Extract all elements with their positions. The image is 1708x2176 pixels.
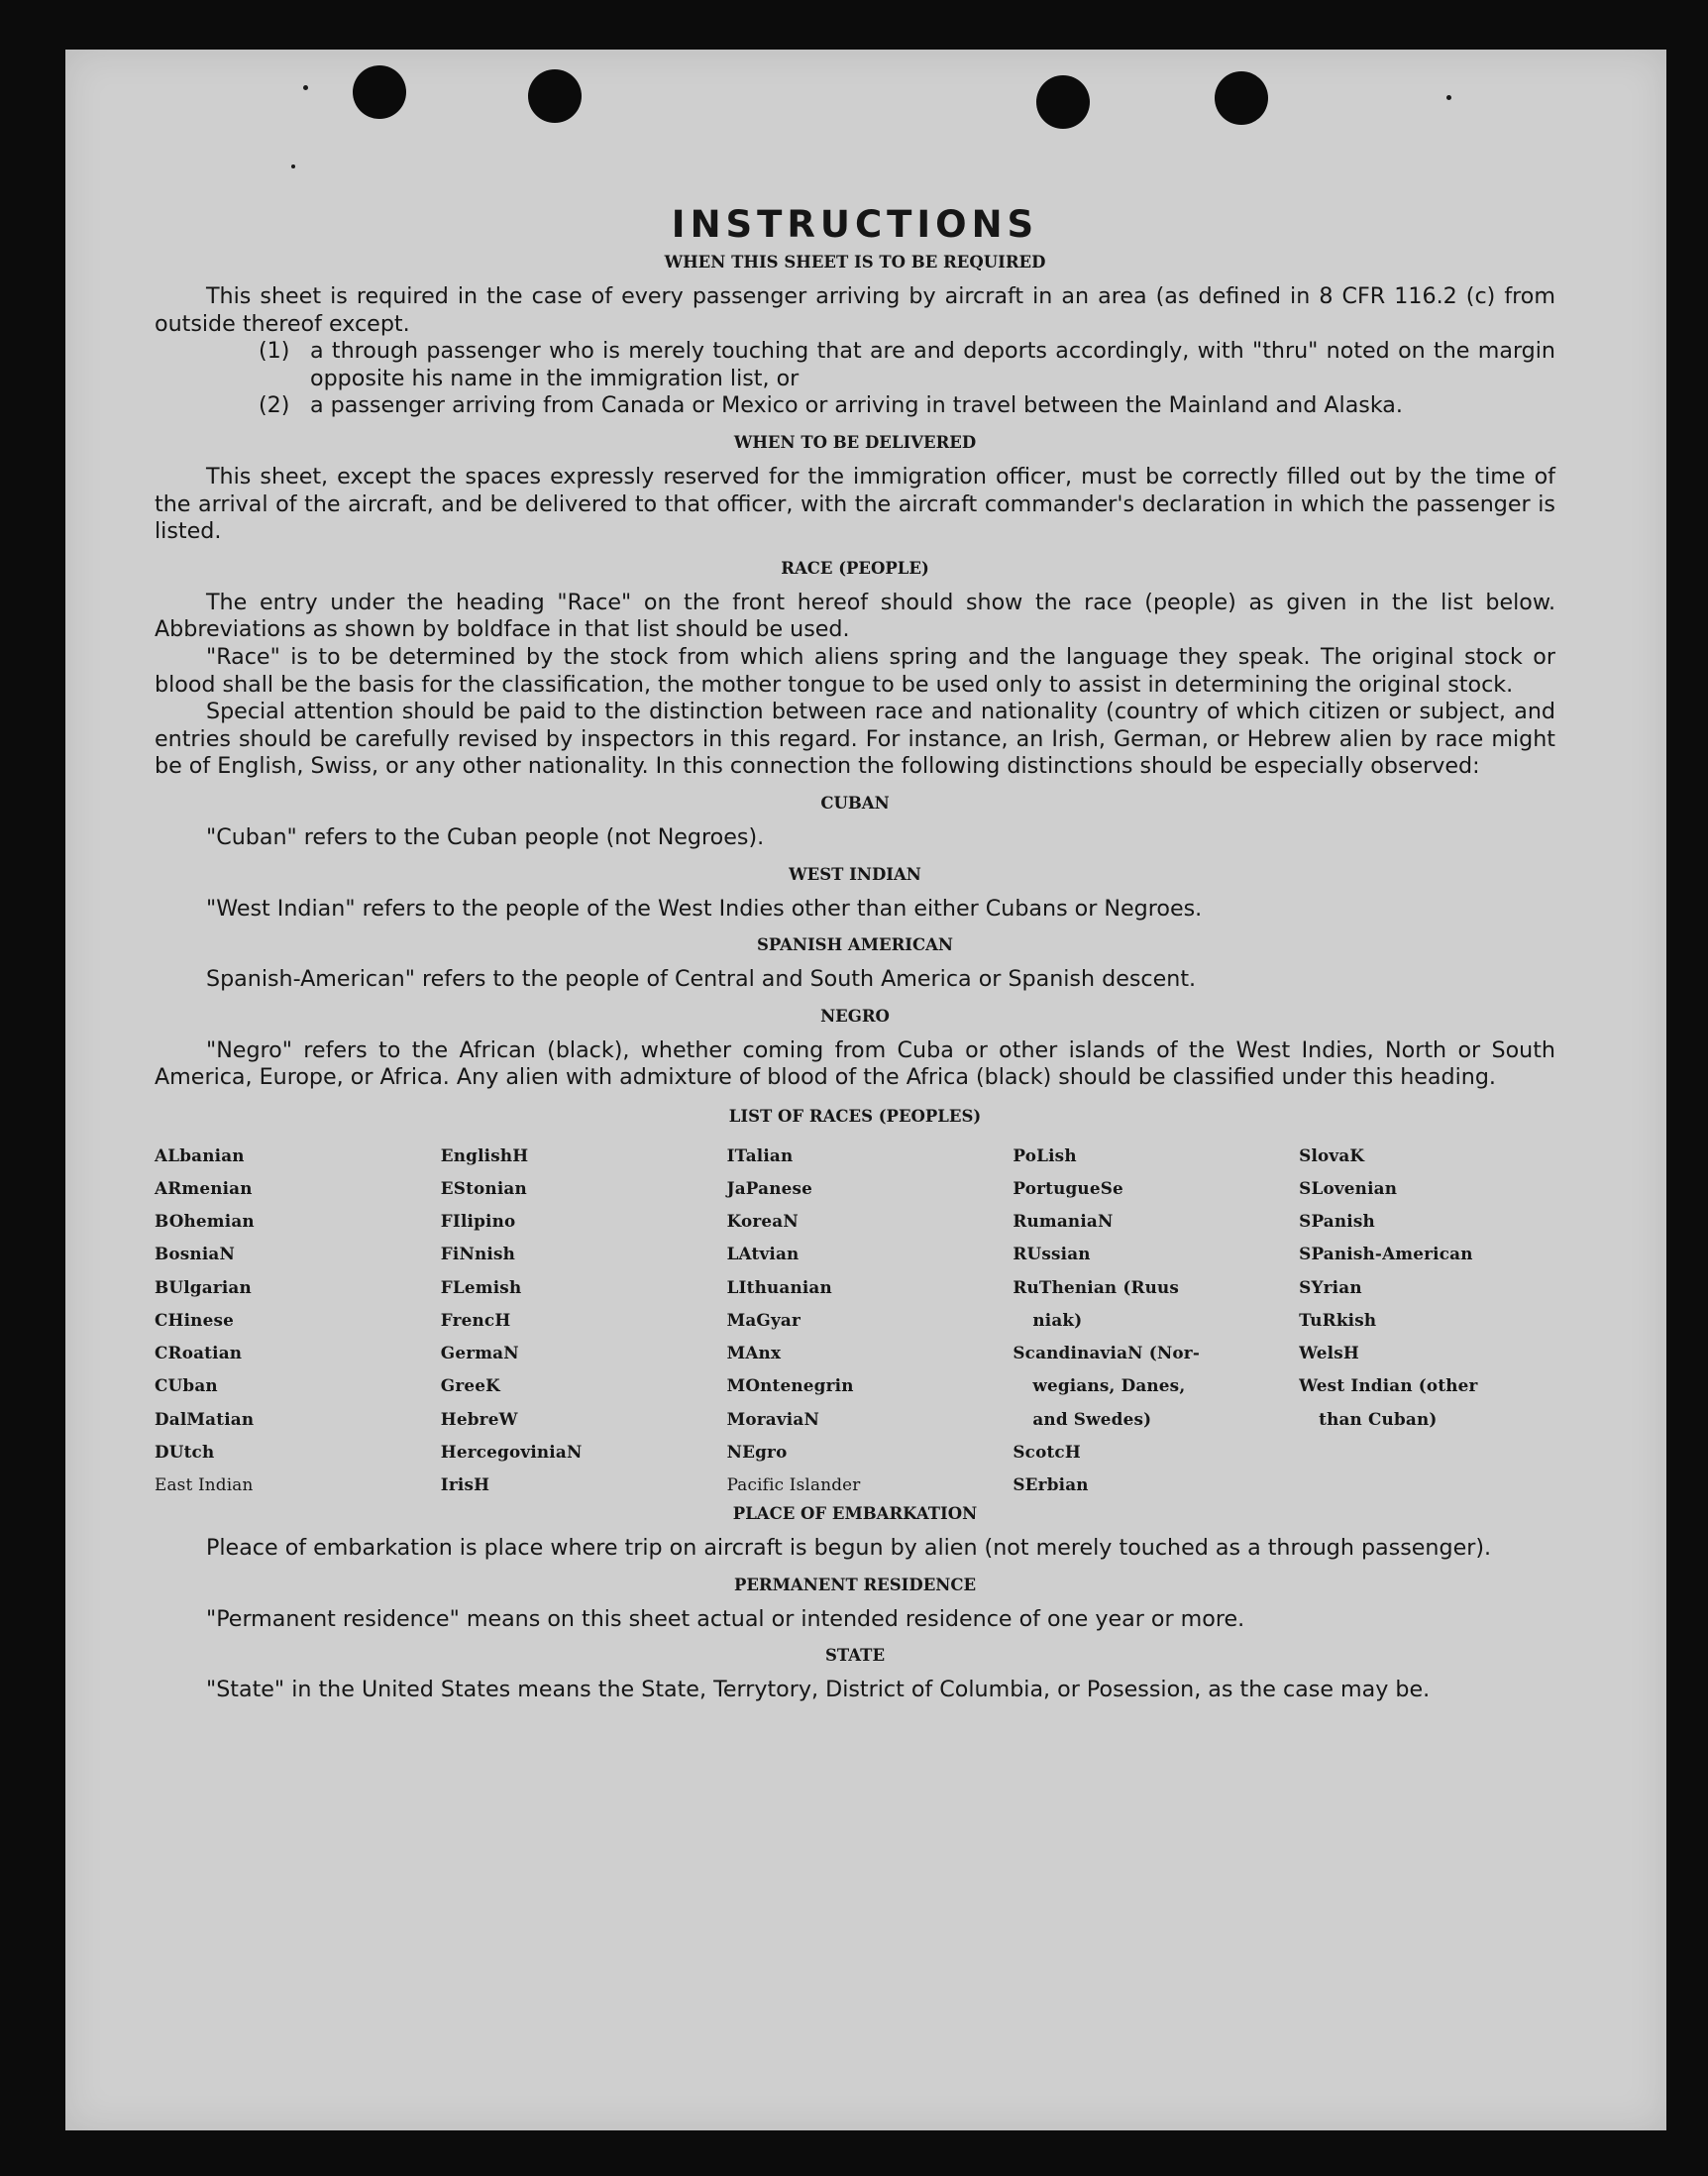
race-item: MaGyar	[726, 1309, 801, 1330]
race-item: BosniaN	[155, 1244, 236, 1264]
delivered-text: This sheet, except the spaces expressly reserved for the immigration officer, must be correctly filled out by the time of the arrival of the aircraft, and be delivered to that officer, with the aircraft commander's declaration in which the passenger is listed.	[155, 463, 1555, 545]
race-item: Pacific Islander	[726, 1473, 861, 1494]
west-indian-text: "West Indian" refers to the people of the West Indies other than either Cubans or Negroes.	[206, 895, 1203, 922]
heading-state: STATE	[824, 1646, 886, 1666]
race-item: LAtvian	[726, 1244, 800, 1264]
punch-hole	[528, 69, 582, 123]
race-item: niak)	[1032, 1309, 1083, 1330]
races-column-2	[441, 1140, 727, 1501]
race-paragraph-3: Special attention should be paid to the distinction between race and nationality (country of which citizen or subject, and entries should be carefully revised by inspectors in this regard. For instance, an Irish, German, or Hebrew alien by race might be of English, Swiss, or any other nationality. In this connection the following distinctions should be especially observed:	[155, 699, 1555, 780]
race-item: ITalian	[726, 1144, 794, 1165]
punch-hole	[1036, 75, 1090, 129]
page-title: INSTRUCTIONS	[671, 203, 1039, 246]
cuban-text: "Cuban" refers to the Cuban people (not Negroes).	[206, 823, 765, 850]
race-paragraph-2: "Race" is to be determined by the stock from which aliens spring and the language they speak. The original stock or blood shall be the basis for the classification, the mother tongue to be used only to assist in determining the original stock.	[155, 643, 1555, 698]
race-item: PortugueSe	[1013, 1178, 1123, 1199]
race-item: MoraviaN	[726, 1408, 819, 1429]
clause-text: a passenger arriving from Canada or Mexico or arriving in travel between the Mainland and Alaska.	[310, 392, 1403, 419]
race-item: EStonian	[440, 1178, 527, 1199]
race-item: KoreaN	[726, 1211, 799, 1232]
race-item: HebreW	[440, 1408, 518, 1429]
race-item: LIthuanian	[726, 1276, 832, 1297]
race-item: CRoatian	[155, 1343, 243, 1363]
races-list	[155, 1140, 1555, 1501]
race-item: WelsH	[1299, 1343, 1359, 1363]
race-item: HercegoviniaN	[440, 1441, 583, 1462]
heading-cuban: CUBAN	[820, 793, 890, 813]
race-item: ScandinaviaN (Nor-	[1013, 1343, 1200, 1363]
race-item: BUlgarian	[155, 1276, 252, 1297]
race-item: DUtch	[155, 1441, 215, 1462]
race-item: and Swedes)	[1032, 1408, 1152, 1429]
dust-speck	[303, 85, 308, 90]
race-paragraph-1: The entry under the heading "Race" on the front hereof should show the race (people) as given in the list below. Abbreviations as shown by boldface in that list should be used.	[155, 589, 1555, 643]
races-column-1	[155, 1140, 441, 1501]
race-item: IrisH	[440, 1473, 490, 1494]
heading-spanish-american: SPANISH AMERICAN	[756, 935, 954, 955]
race-item: East Indian	[155, 1473, 254, 1494]
clause-number: (1)	[259, 338, 290, 365]
race-item: MAnx	[726, 1343, 782, 1363]
clause-number: (2)	[259, 392, 290, 419]
heading-list-of-races: LIST OF RACES (PEOPLES)	[728, 1106, 982, 1126]
embarkation-text: Pleace of embarkation is place where trip on aircraft is begun by alien (not merely touched as a through passenger).	[206, 1535, 1492, 1562]
race-item: SLovenian	[1299, 1178, 1398, 1199]
state-text: "State" in the United States means the State, Terrytory, District of Columbia, or Posession, as the case may be.	[206, 1677, 1431, 1703]
race-item: BOhemian	[155, 1211, 255, 1232]
race-item: GreeK	[440, 1375, 500, 1396]
race-item: EnglishH	[440, 1144, 529, 1165]
clause-text: a through passenger who is merely touching that are and deports accordingly, with "thru" noted on the margin opposite his name in the immigration list, or	[310, 338, 1555, 391]
race-item: ALbanian	[155, 1144, 245, 1165]
race-item: than Cuban)	[1319, 1408, 1438, 1429]
race-item: wegians, Danes,	[1032, 1375, 1186, 1396]
permanent-residence-text: "Permanent residence" means on this sheet actual or intended residence of one year or more.	[206, 1605, 1245, 1632]
heading-required: WHEN THIS SHEET IS TO BE REQUIRED	[664, 253, 1046, 272]
race-item: RuThenian (Ruus	[1013, 1276, 1180, 1297]
heading-delivered: WHEN TO BE DELIVERED	[733, 432, 977, 452]
heading-embarkation: PLACE OF EMBARKATION	[732, 1504, 978, 1524]
races-column-3	[727, 1140, 1014, 1501]
negro-text: "Negro" refers to the African (black), whether coming from Cuba or other islands of the West Indies, North or South America, Europe, or Africa. Any alien with admixture of blood of the Africa (black) should be classified under this heading.	[155, 1036, 1555, 1091]
race-item: SYrian	[1299, 1276, 1362, 1297]
spanish-american-text: Spanish-American" refers to the people of Central and South America or Spanish descent.	[206, 966, 1197, 993]
heading-negro: NEGRO	[820, 1006, 890, 1026]
race-item: DalMatian	[155, 1408, 255, 1429]
punch-hole	[353, 65, 406, 119]
heading-permanent-residence: PERMANENT RESIDENCE	[733, 1575, 977, 1594]
heading-race: RACE (PEOPLE)	[781, 558, 929, 578]
heading-west-indian: WEST INDIAN	[789, 864, 921, 884]
race-item: FLemish	[440, 1276, 522, 1297]
race-item: SErbian	[1013, 1473, 1089, 1494]
race-item: SPanish-American	[1299, 1244, 1473, 1264]
race-item: PoLish	[1013, 1144, 1077, 1165]
required-clause-2	[155, 392, 1555, 420]
race-item: CHinese	[155, 1309, 234, 1330]
race-item: CUban	[155, 1375, 218, 1396]
races-column-5	[1299, 1140, 1555, 1501]
race-item: MOntenegrin	[726, 1375, 854, 1396]
dust-speck	[1446, 95, 1451, 100]
race-item: ScotcH	[1013, 1441, 1081, 1462]
race-item: West Indian (other	[1299, 1375, 1478, 1396]
race-item: TuRkish	[1299, 1309, 1377, 1330]
races-column-4	[1013, 1140, 1299, 1501]
required-intro: This sheet is required in the case of every passenger arriving by aircraft in an area (as defined in 8 CFR 116.2 (c) from outside thereof except.	[155, 283, 1555, 337]
document-sheet	[65, 50, 1666, 2130]
race-item: GermaN	[440, 1343, 519, 1363]
race-item: RUssian	[1013, 1244, 1091, 1264]
race-item: NEgro	[726, 1441, 788, 1462]
race-item: SlovaK	[1299, 1144, 1365, 1165]
dust-speck	[291, 164, 295, 168]
race-item: FiNnish	[440, 1244, 516, 1264]
instructions-content	[155, 202, 1555, 1704]
punch-hole	[1215, 71, 1268, 125]
required-clause-1	[155, 338, 1555, 392]
race-item: JaPanese	[726, 1178, 813, 1199]
race-item: ARmenian	[155, 1178, 253, 1199]
race-item: FIlipino	[440, 1211, 516, 1232]
race-item: SPanish	[1299, 1211, 1375, 1232]
race-item: RumaniaN	[1013, 1211, 1114, 1232]
race-item: FrencH	[440, 1309, 511, 1330]
